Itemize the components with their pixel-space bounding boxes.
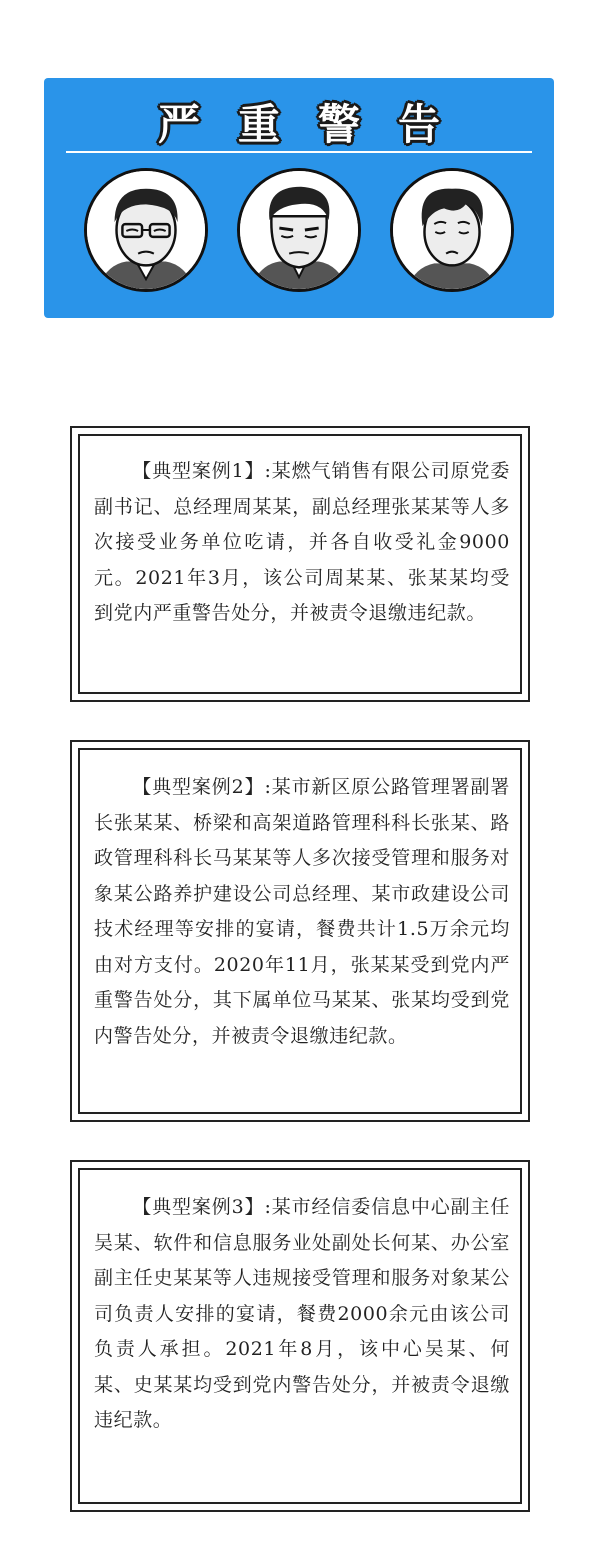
case-text-2: 【典型案例2】:某市新区原公路管理署副署长张某某、桥梁和高架道路管理科科长张某、路政管理科科长马某某等人多次接受管理和服务对象某公路养护建设公司总经理、某市政建设公司技术经理等安排的宴请，餐费共计1.5万余元均由对方支付。2020年11月，张某某受到党内严重警告处分，其下属单位马某某、张某均受到党内警告处分，并被责令退缴违纪款。 [94, 776, 510, 1047]
official-with-glasses-portrait-icon [84, 168, 208, 292]
case-text-1: 【典型案例1】:某燃气销售有限公司原党委副书记、总经理周某某，副总经理张某某等人多次接受业务单位吃请，并各自收受礼金9000元。2021年3月，该公司周某某、张某某均受到党内严重警告处分，并被责令退缴违纪款。 [94, 460, 510, 624]
warning-banner [44, 78, 554, 318]
official-worried-portrait-icon [390, 168, 514, 292]
official-middle-aged-portrait-icon [237, 168, 361, 292]
case-text-3: 【典型案例3】:某市经信委信息中心副主任吴某、软件和信息服务业处副处长何某、办公室副主任史某某等人违规接受管理和服务对象某公司负责人安排的宴请，餐费2000余元由该公司负责人承担。2021年8月，该中心吴某、何某、史某某均受到党内警告处分，并被责令退缴违纪款。 [94, 1196, 510, 1431]
case-card-2 [70, 740, 530, 1122]
case-card-1 [70, 426, 530, 702]
case-card-3 [70, 1160, 530, 1512]
banner-title: 严重警告 [157, 100, 478, 149]
banner-divider [66, 151, 532, 153]
